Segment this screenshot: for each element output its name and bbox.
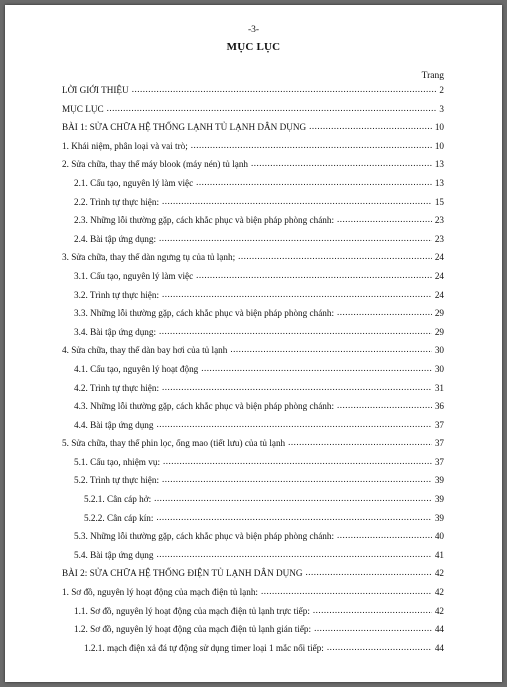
toc-entry-page: 15 <box>434 196 444 207</box>
toc-entry[interactable] <box>62 308 444 327</box>
toc-entry[interactable] <box>62 606 444 625</box>
toc-entry[interactable] <box>62 85 444 104</box>
toc-entry[interactable] <box>62 383 444 402</box>
toc-entry[interactable] <box>62 290 444 309</box>
dot-leader <box>238 251 432 261</box>
toc-entry-page: 37 <box>434 456 444 467</box>
toc-entry[interactable] <box>62 122 444 141</box>
toc-entry-page: 30 <box>434 345 444 356</box>
dot-leader <box>306 567 432 577</box>
dot-leader <box>337 530 432 540</box>
toc-entry-label: 4. Sửa chữa, thay thế dàn bay hơi của tủ lạnh <box>62 345 228 356</box>
toc-entry-label: 1. Sơ đồ, nguyên lý hoạt động của mạch điện tủ lạnh: <box>62 587 258 598</box>
toc-entry-page: 42 <box>434 587 444 598</box>
toc-entry[interactable] <box>62 141 444 160</box>
dot-leader <box>159 326 432 336</box>
toc-entry[interactable] <box>62 475 444 494</box>
dot-leader <box>309 121 432 131</box>
toc-entry[interactable] <box>62 587 444 606</box>
dot-leader <box>156 512 431 522</box>
toc-entry[interactable] <box>62 438 444 457</box>
dot-leader <box>162 289 432 299</box>
toc-entry-page: 40 <box>434 531 444 542</box>
toc-entry-page: 24 <box>434 252 444 263</box>
toc-entry-page: 39 <box>434 512 444 523</box>
toc-entry-page: 23 <box>434 215 444 226</box>
toc-entry[interactable] <box>62 568 444 587</box>
toc-entry-page: 10 <box>434 122 444 133</box>
toc-entry[interactable] <box>62 531 444 550</box>
toc-entry-page: 13 <box>434 177 444 188</box>
dot-leader <box>196 270 432 280</box>
toc-entry-page: 24 <box>434 270 444 281</box>
page-title: MỤC LỤC <box>226 41 281 53</box>
toc-entry-label: 5.2.1. Cân cáp hở: <box>84 494 152 505</box>
dot-leader <box>337 307 432 317</box>
toc-entry[interactable] <box>62 327 444 346</box>
toc-entry[interactable] <box>62 457 444 476</box>
toc-entry-page: 44 <box>434 624 444 635</box>
toc-entry-label: 5.2. Trình tự thực hiện: <box>74 475 159 486</box>
toc-entry-page: 44 <box>434 642 444 653</box>
toc-entry-label: 5.2.2. Cân cáp kín: <box>84 512 154 523</box>
toc-entry-label: 1.1. Sơ đồ, nguyên lý hoạt động của mạch điện tủ lạnh trực tiếp: <box>74 605 310 616</box>
document-page <box>5 5 502 682</box>
toc-entry-page: 29 <box>434 308 444 319</box>
toc-entry-label: 2. Sửa chữa, thay thế máy blook (máy nén) tủ lạnh <box>62 159 249 170</box>
dot-leader <box>162 196 432 206</box>
toc-entry[interactable] <box>62 104 444 123</box>
toc-entry-page: 39 <box>434 494 444 505</box>
dot-leader <box>132 84 437 94</box>
toc-entry-label: 1.2.1. mạch điện xả đá tự động sử dụng timer loại 1 mắc nối tiếp: <box>84 642 324 653</box>
toc-entry-page: 36 <box>434 401 444 412</box>
dot-leader <box>154 493 432 503</box>
dot-leader <box>288 437 432 447</box>
dot-leader <box>107 103 437 113</box>
toc-entry-label: BÀI 1: SỬA CHỮA HỆ THỐNG LẠNH TỦ LẠNH DÂN DỤNG <box>62 122 307 133</box>
dot-leader <box>163 456 432 466</box>
toc-entry-page: 13 <box>434 159 444 170</box>
dot-leader <box>314 623 432 633</box>
dot-leader <box>337 214 432 224</box>
toc-entry-page: 3 <box>439 103 444 114</box>
dot-leader <box>159 233 432 243</box>
toc-entry[interactable] <box>62 624 444 643</box>
toc-entry-label: 3.1. Cấu tạo, nguyên lý làm việc <box>74 270 194 281</box>
toc-entry[interactable] <box>62 159 444 178</box>
toc-entry[interactable] <box>62 345 444 364</box>
toc-entry-label: 5. Sửa chữa, thay thế phin lọc, ống mao (tiết lưu) của tủ lạnh <box>62 438 286 449</box>
toc-entry-label: 4.2. Trình tự thực hiện: <box>74 382 159 393</box>
toc-entry-label: 1.2. Sơ đồ, nguyên lý hoạt động của mạch điện tủ lạnh gián tiếp: <box>74 624 312 635</box>
dot-leader <box>230 344 431 354</box>
dot-leader <box>201 363 432 373</box>
table-of-contents <box>62 85 444 661</box>
toc-entry-label: 5.4. Bài tập ứng dụng <box>74 549 154 560</box>
dot-leader <box>191 140 432 150</box>
toc-entry[interactable] <box>62 401 444 420</box>
toc-entry-label: 3.3. Những lỗi thường gặp, cách khắc phục và biện pháp phòng chánh: <box>74 308 335 319</box>
toc-entry-page: 42 <box>434 568 444 579</box>
toc-entry[interactable] <box>62 271 444 290</box>
toc-entry[interactable] <box>62 178 444 197</box>
toc-entry-label: 5.1. Cấu tạo, nhiệm vụ: <box>74 456 160 467</box>
toc-entry-page: 24 <box>434 289 444 300</box>
toc-entry[interactable] <box>62 364 444 383</box>
toc-entry[interactable] <box>62 494 444 513</box>
toc-entry-page: 37 <box>434 419 444 430</box>
toc-entry-page: 41 <box>434 549 444 560</box>
page-column-label: Trang <box>421 71 444 81</box>
dot-leader <box>327 642 432 652</box>
dot-leader <box>251 158 432 168</box>
toc-entry-page: 37 <box>434 438 444 449</box>
toc-entry-page: 10 <box>434 140 444 151</box>
toc-entry[interactable] <box>62 234 444 253</box>
dot-leader <box>162 474 432 484</box>
toc-entry[interactable] <box>62 513 444 532</box>
toc-entry-label: MỤC LỤC <box>62 103 104 114</box>
toc-entry[interactable] <box>62 252 444 271</box>
dot-leader <box>162 382 432 392</box>
toc-entry-label: 3.4. Bài tập ứng dụng: <box>74 326 157 337</box>
page-number: -3- <box>247 25 260 35</box>
toc-entry-page: 42 <box>434 605 444 616</box>
toc-entry-label: 2.2. Trình tự thực hiện: <box>74 196 159 207</box>
toc-entry-label: 4.1. Cấu tạo, nguyên lý hoạt động <box>74 363 199 374</box>
toc-entry[interactable] <box>62 643 444 662</box>
toc-entry[interactable] <box>62 197 444 216</box>
toc-entry[interactable] <box>62 215 444 234</box>
dot-leader <box>337 400 432 410</box>
dot-leader <box>157 419 432 429</box>
toc-entry-label: 2.3. Những lỗi thường gặp, cách khắc phục và biện pháp phòng chánh: <box>74 215 335 226</box>
toc-entry-label: 3.2. Trình tự thực hiện: <box>74 289 159 300</box>
toc-entry-page: 39 <box>434 475 444 486</box>
dot-leader <box>157 549 432 559</box>
toc-entry[interactable] <box>62 420 444 439</box>
toc-entry[interactable] <box>62 550 444 569</box>
toc-entry-page: 2 <box>439 85 444 95</box>
dot-leader <box>196 177 432 187</box>
toc-entry-label: LỜI GIỚI THIỆU <box>62 85 129 95</box>
toc-entry-label: BÀI 2: SỬA CHỮA HỆ THỐNG ĐIỆN TỦ LẠNH DÂN DỤNG <box>62 568 303 579</box>
toc-entry-label: 2.1. Cấu tạo, nguyên lý làm việc <box>74 177 194 188</box>
dot-leader <box>313 605 432 615</box>
toc-entry-label: 1. Khái niệm, phân loại và vai trò; <box>62 140 188 151</box>
toc-entry-page: 23 <box>434 233 444 244</box>
toc-entry-label: 2.4. Bài tập ứng dụng: <box>74 233 157 244</box>
toc-entry-page: 31 <box>434 382 444 393</box>
dot-leader <box>261 586 432 596</box>
toc-entry-page: 30 <box>434 363 444 374</box>
toc-entry-label: 4.4. Bài tập ứng dụng <box>74 419 154 430</box>
toc-entry-label: 3. Sửa chữa, thay thế dàn ngưng tụ của tủ lạnh; <box>62 252 236 263</box>
toc-entry-label: 4.3. Những lỗi thường gặp, cách khắc phục và biện pháp phòng chánh: <box>74 401 335 412</box>
toc-entry-page: 29 <box>434 326 444 337</box>
toc-entry-label: 5.3. Những lỗi thường gặp, cách khắc phục và biện pháp phòng chánh: <box>74 531 335 542</box>
